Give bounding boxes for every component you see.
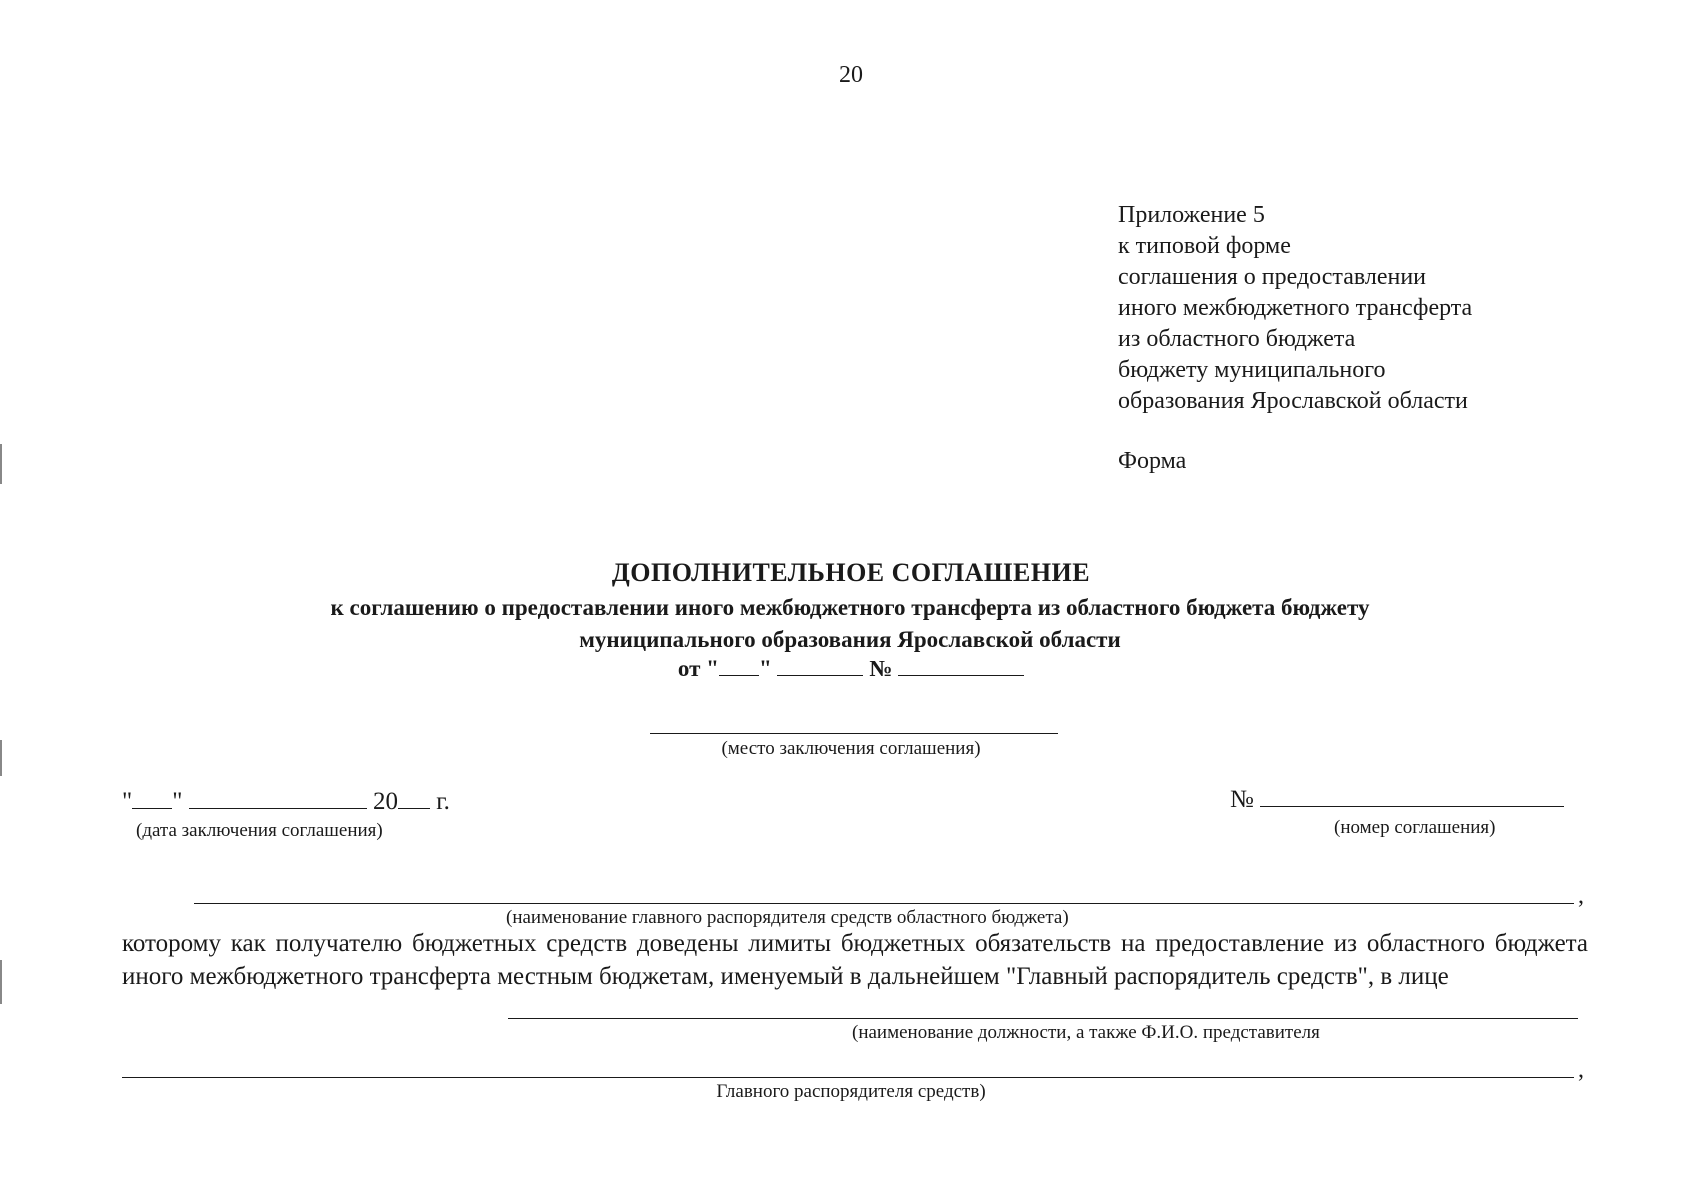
distributor-field-line[interactable] xyxy=(194,903,1574,904)
reference-number-blank[interactable] xyxy=(898,657,1024,676)
ot-label: от xyxy=(677,656,701,681)
annex-line: иного межбюджетного трансферта xyxy=(1118,295,1473,321)
year-prefix: 20 xyxy=(372,788,398,815)
scan-edge-mark xyxy=(0,444,2,484)
agreement-number-caption: (номер соглашения) xyxy=(1334,817,1496,838)
document-title: ДОПОЛНИТЕЛЬНОЕ СОГЛАШЕНИЕ xyxy=(611,558,1091,587)
annex-block xyxy=(1118,200,1472,417)
representative-caption-continued: Главного распорядителя средств) xyxy=(716,1081,986,1102)
year-suffix: г. xyxy=(436,788,450,815)
annex-line: Приложение 5 xyxy=(1118,202,1265,228)
trailing-comma: , xyxy=(1578,1057,1584,1083)
agreement-number-line xyxy=(1230,786,1564,814)
month-blank[interactable] xyxy=(777,657,863,676)
body-paragraph-text: которому как получателю бюджетных средств доведены лимиты бюджетных обязательств на предоставление из областного бюджета иного межбюджетного трансферта местным бюджетам, именуемый в дальнейшем "Главный распорядитель средств", в лице xyxy=(122,930,1588,990)
place-field-line[interactable] xyxy=(650,733,1058,734)
subtitle-line: к соглашению о предоставлении иного межбюджетного трансферта из областного бюджета бюджету xyxy=(330,595,1370,620)
trailing-comma: , xyxy=(1578,883,1584,909)
quote-mark: " xyxy=(706,656,719,681)
body-paragraph xyxy=(122,927,1588,993)
page-number: 20 xyxy=(839,62,863,88)
representative-field-line[interactable] xyxy=(508,1018,1578,1019)
scan-edge-mark xyxy=(0,740,2,776)
distributor-caption: (наименование главного распорядителя средств областного бюджета) xyxy=(506,907,1069,928)
annex-line: соглашения о предоставлении xyxy=(1118,264,1427,290)
quote-mark: " xyxy=(122,788,133,815)
scan-edge-mark xyxy=(0,960,2,1004)
day-blank[interactable] xyxy=(719,657,759,676)
document-subtitle xyxy=(150,592,1550,656)
annex-line: из областного бюджета xyxy=(1118,326,1356,352)
quote-mark: " xyxy=(172,788,183,815)
agreement-reference-line xyxy=(0,656,1702,682)
date-caption: (дата заключения соглашения) xyxy=(136,820,383,841)
place-caption: (место заключения соглашения) xyxy=(721,738,981,759)
representative-field-line-2[interactable] xyxy=(122,1077,1574,1078)
form-label: Форма xyxy=(1118,448,1187,474)
date-month-blank[interactable] xyxy=(189,790,367,809)
date-line xyxy=(122,788,450,816)
date-year-blank[interactable] xyxy=(398,790,430,809)
representative-caption: (наименование должности, а также Ф.И.О. представителя xyxy=(852,1022,1320,1043)
annex-line: к типовой форме xyxy=(1118,233,1291,259)
annex-line: образования Ярославской области xyxy=(1118,388,1468,414)
number-sign: № xyxy=(869,656,893,681)
number-sign: № xyxy=(1230,786,1254,813)
quote-mark: " xyxy=(758,656,772,681)
annex-line: бюджету муниципального xyxy=(1118,357,1386,383)
agreement-number-blank[interactable] xyxy=(1260,788,1564,807)
date-day-blank[interactable] xyxy=(132,790,172,809)
subtitle-line: муниципального образования Ярославской области xyxy=(579,627,1121,652)
